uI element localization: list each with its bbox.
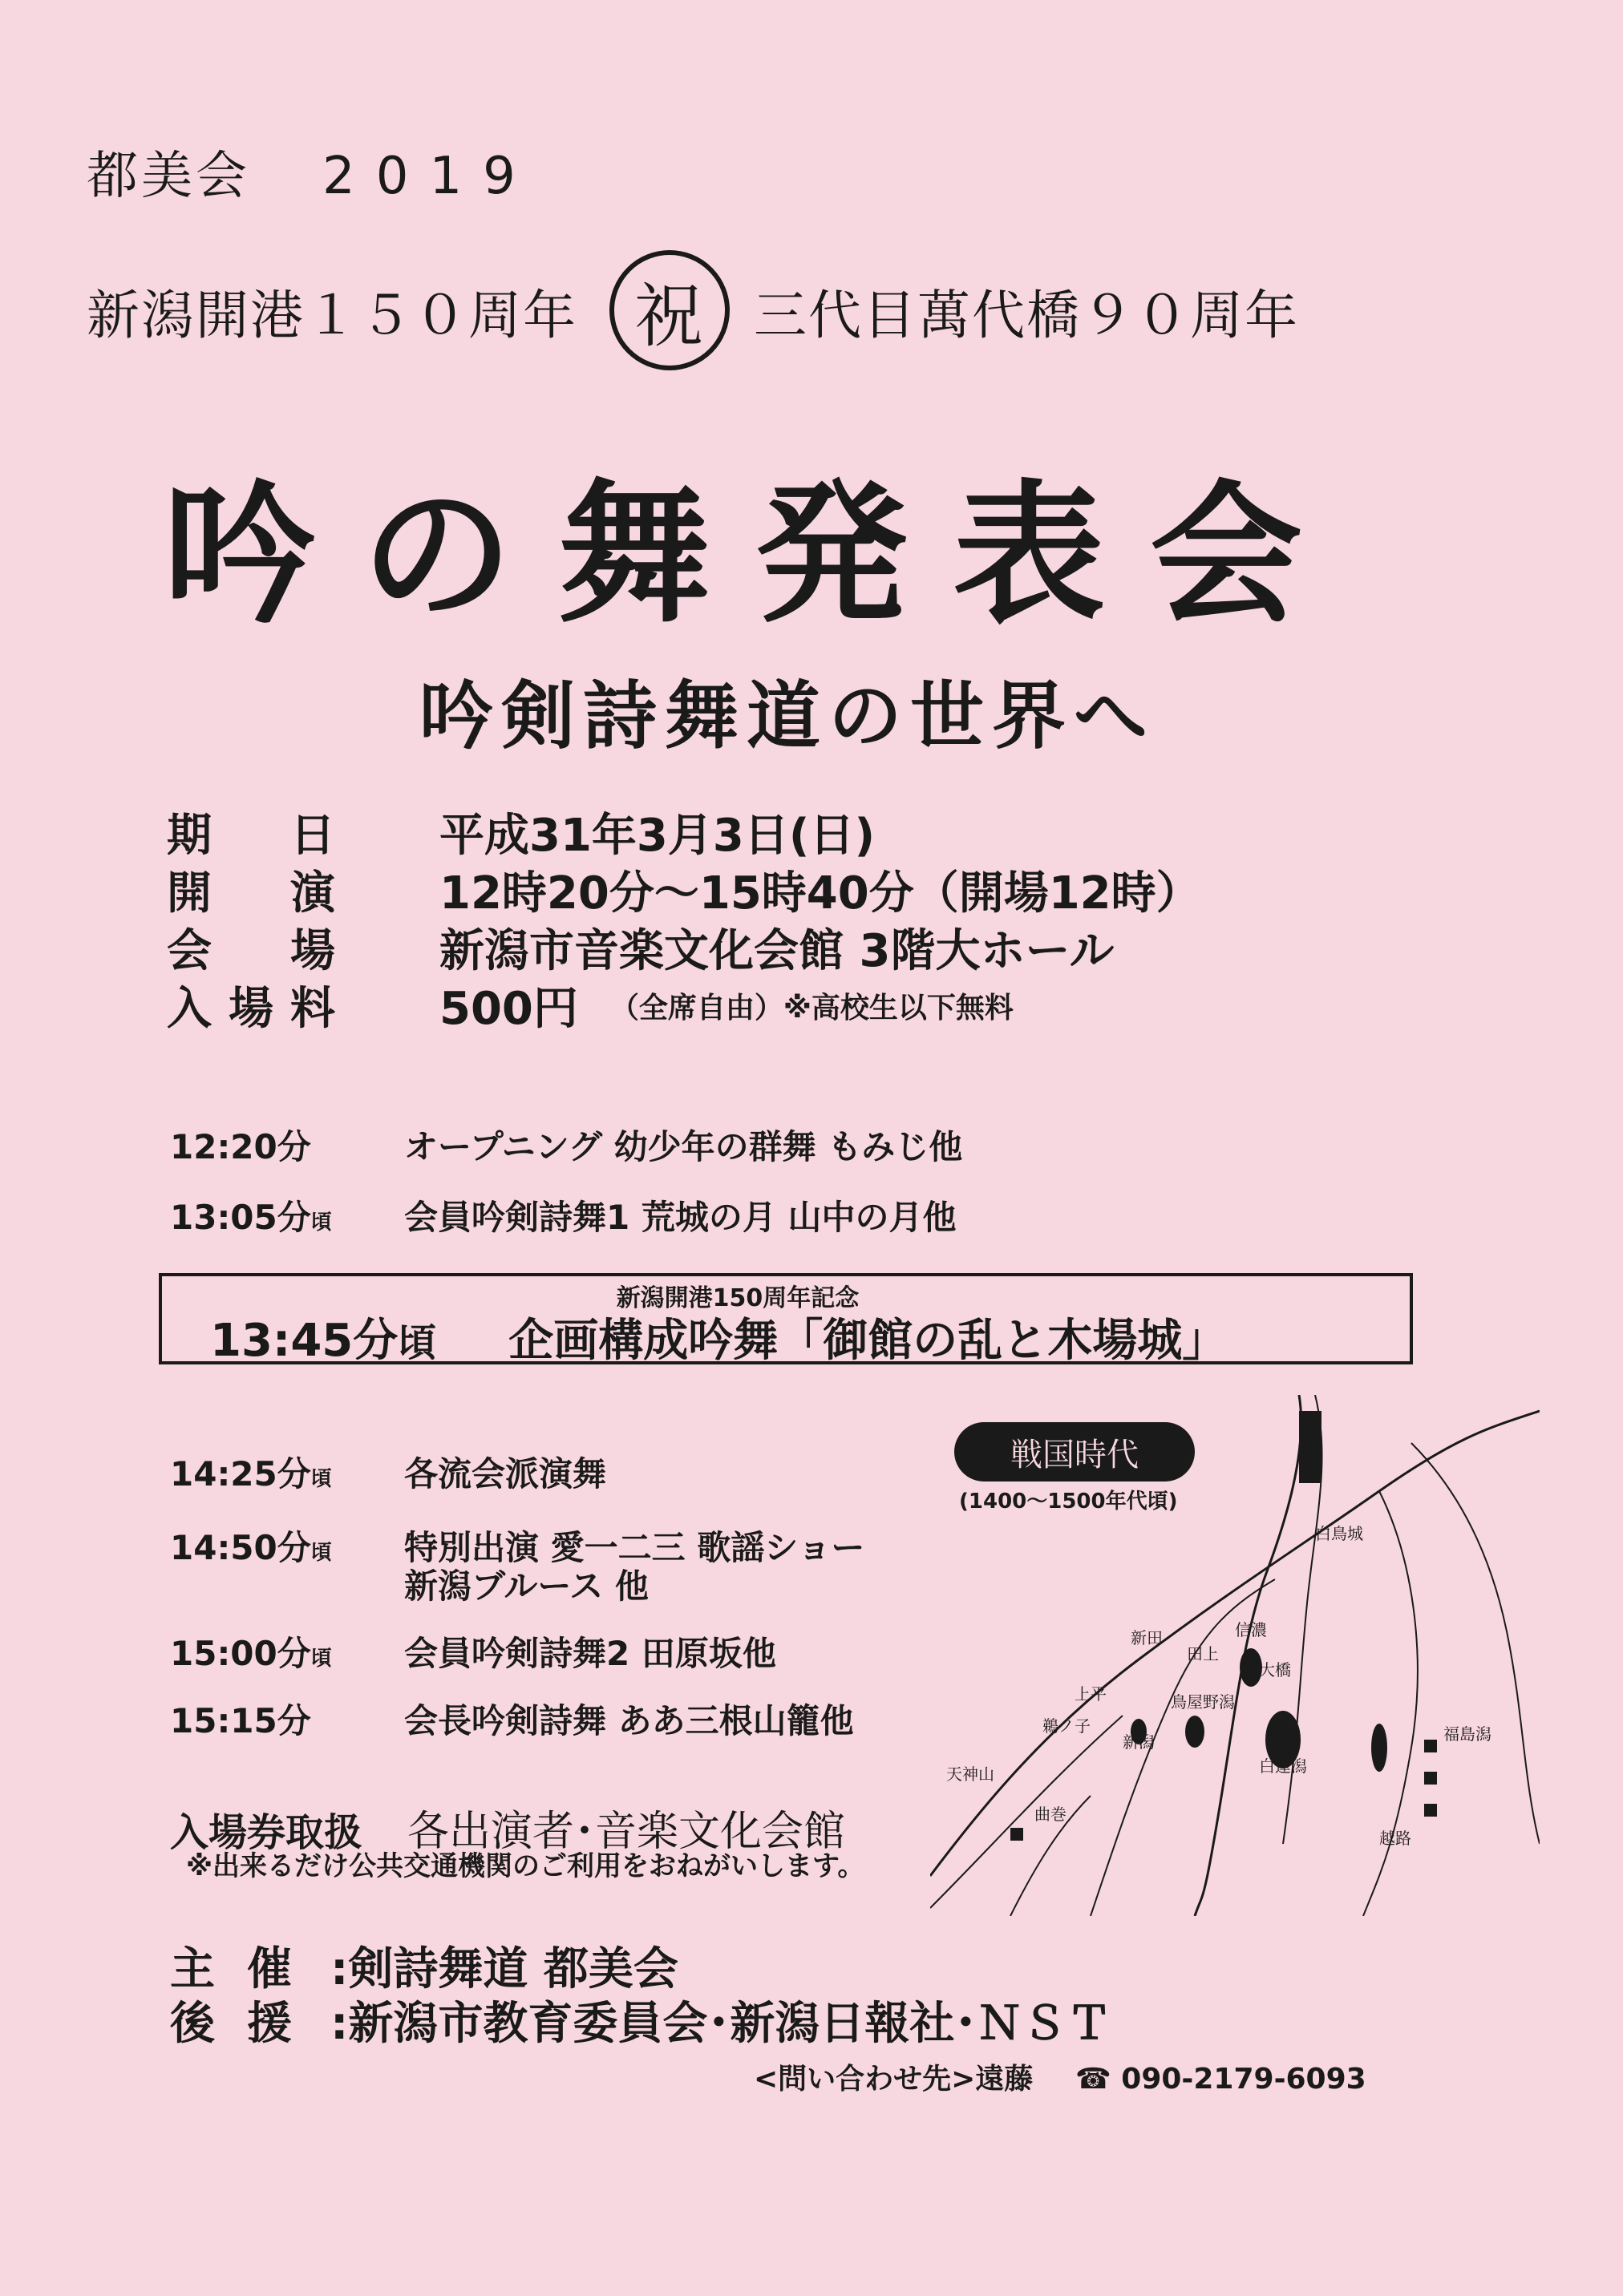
schedule-time-suffix: 頃 (310, 1647, 332, 1671)
schedule-item (170, 1448, 606, 1496)
map-place-label: 鵜ノ子 (1042, 1716, 1091, 1736)
schedule-item (170, 1191, 956, 1239)
info-label: 場 (229, 983, 273, 1035)
info-label: 料 (290, 983, 335, 1035)
iwai-seal-icon: 祝 (609, 250, 730, 370)
info-label: 期 (167, 810, 212, 862)
ticket-label: 入場券取扱 (170, 1810, 363, 1855)
schedule-program: 会員吟剣詩舞2 田原坂他 (404, 1634, 776, 1673)
header-year-line (87, 135, 536, 208)
feature-program: 企画構成吟舞「御館の乱と木場城」 (508, 1315, 1228, 1367)
organizer-value: :剣詩舞道 都美会 (330, 1943, 678, 1995)
schedule-time-suffix: 頃 (310, 1467, 332, 1491)
schedule-program-line2: 新潟ブルース 他 (404, 1566, 649, 1606)
site-marker (1424, 1804, 1437, 1817)
org-name: 都美会 (87, 147, 250, 206)
schedule-item (170, 1627, 776, 1676)
schedule-program: 会員吟剣詩舞1 荒城の月 山中の月他 (404, 1198, 957, 1237)
schedule-program: 各流会派演舞 (404, 1454, 607, 1494)
lake-3 (1185, 1716, 1204, 1748)
map-place-label: 越路 (1379, 1829, 1411, 1848)
river-4 (1363, 1491, 1418, 1916)
organizer-label: 主催 (170, 1943, 324, 1995)
historical-map (930, 1395, 1540, 1916)
contact-phone: 090-2179-6093 (1121, 2063, 1366, 2096)
map-place-label: 曲巻 (1034, 1805, 1066, 1824)
info-label: 場 (290, 925, 335, 977)
site-marker (1424, 1772, 1437, 1785)
info-row-time (167, 861, 1201, 919)
feature-main (210, 1305, 1227, 1369)
contact-label: <問い合わせ先>遠藤 (754, 2063, 1034, 2096)
map-place-label: 上平 (1075, 1684, 1107, 1704)
info-label: 開 (167, 867, 212, 920)
map-place-label: 新潟 (1123, 1732, 1155, 1752)
event-info (167, 803, 1201, 1034)
coastline-inner (930, 1716, 1123, 1908)
info-row-date (167, 803, 1201, 861)
era-badge: 戦国時代 (954, 1422, 1195, 1481)
schedule-item (170, 1695, 854, 1743)
schedule-program: 特別出演 愛一二三 歌謡ショー (404, 1528, 865, 1567)
feature-time-suffix: 頃 (398, 1320, 437, 1365)
info-label: 会 (167, 925, 212, 977)
site-marker (1424, 1740, 1437, 1752)
anniversary-right: 三代目萬代橋９０周年 (754, 284, 1299, 346)
supporter-value: :新潟市教育委員会･新潟日報社･ＮＳＴ (330, 1998, 1112, 2050)
anniversary-left: 新潟開港１５０周年 (87, 284, 577, 346)
schedule-time: 12:20分 (170, 1127, 311, 1166)
transport-note: ※出来るだけ公共交通機関のご利用をおねがいします。 (186, 1850, 865, 1882)
schedule-program: オープニング 幼少年の群舞 もみじ他 (404, 1127, 963, 1166)
info-row-venue (167, 919, 1201, 976)
supporter-label: 後援 (170, 1998, 324, 2050)
castle-marker (1299, 1411, 1321, 1483)
ticket-value: 各出演者･音楽文化会館 (407, 1808, 846, 1856)
map-place-label: 田上 (1187, 1644, 1219, 1663)
map-place-label: 白蓮潟 (1259, 1756, 1307, 1776)
map-place-label: 信濃 (1235, 1620, 1267, 1639)
info-label: 演 (290, 867, 335, 920)
schedule-time: 13:05分 (170, 1198, 311, 1237)
event-year: 2019 (322, 147, 536, 206)
map-place-label: 福島潟 (1443, 1724, 1491, 1744)
map-place-label: 天神山 (946, 1764, 994, 1784)
map-place-label: 鳥屋野潟 (1171, 1692, 1235, 1712)
map-place-label: 白鳥城 (1315, 1524, 1363, 1543)
feature-box (159, 1273, 1413, 1367)
info-value: 12時20分～15時40分（開場12時） (439, 867, 1201, 920)
schedule-time: 14:25分 (170, 1454, 311, 1494)
era-period: (1400～1500年代頃) (959, 1490, 1178, 1514)
info-value: 500円 (439, 983, 578, 1035)
schedule-time-suffix: 頃 (310, 1541, 332, 1565)
supporter-row (170, 1988, 1111, 2052)
site-marker (1010, 1828, 1023, 1841)
schedule-time: 15:00分 (170, 1634, 311, 1673)
map-place-label: 新田 (1131, 1628, 1163, 1647)
anniversary-line (87, 250, 1299, 370)
contact (754, 2056, 1366, 2097)
info-row-fee (167, 976, 1201, 1034)
schedule-program: 会長吟剣詩舞 ああ三根山籠他 (404, 1701, 854, 1740)
schedule-item (170, 1121, 962, 1169)
feature-time: 13:45分 (210, 1315, 399, 1367)
schedule-time: 15:15分 (170, 1701, 311, 1740)
map-place-label: 大橋 (1259, 1660, 1291, 1680)
info-label: 入 (167, 983, 212, 1035)
main-title: 吟の舞発表会 (163, 465, 1347, 644)
subtitle: 吟剣詩舞道の世界へ (419, 673, 1156, 759)
lake-4 (1371, 1724, 1387, 1772)
info-value: 新潟市音楽文化会館 3階大ホール (439, 925, 1115, 977)
info-value: 平成31年3月3日(日) (439, 810, 876, 862)
schedule-time-suffix: 頃 (310, 1211, 332, 1235)
info-note: （全席自由）※高校生以下無料 (609, 991, 1014, 1025)
feature-caption: 新潟開港150周年記念 (616, 1284, 860, 1312)
phone-icon: ☎ (1075, 2063, 1111, 2096)
schedule-time: 14:50分 (170, 1528, 311, 1567)
info-label: 日 (290, 810, 335, 862)
